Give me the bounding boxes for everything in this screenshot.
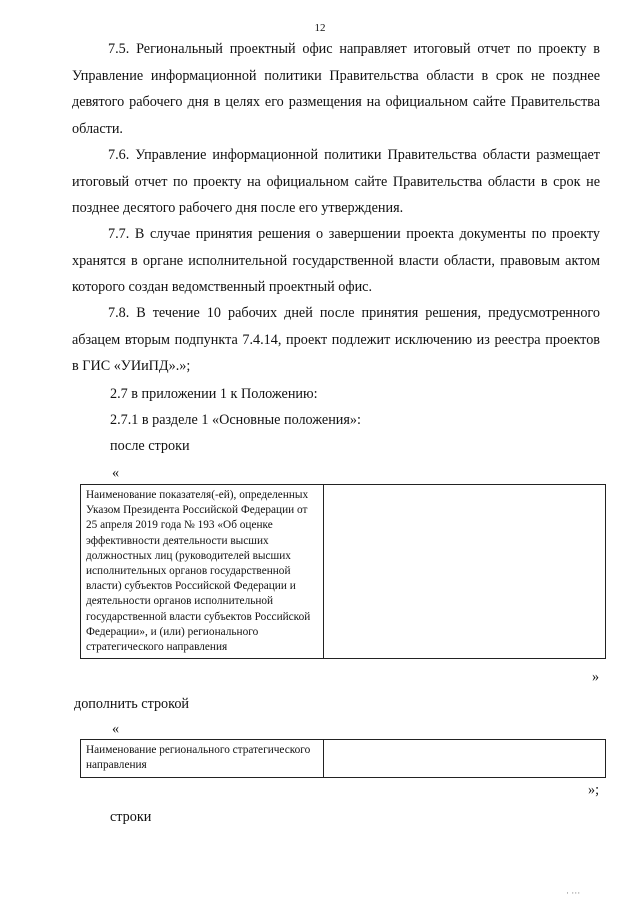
page-number: 12 [314, 22, 326, 34]
supplement-label: дополнить строкой [74, 696, 190, 712]
table-row [81, 485, 606, 659]
paragraph-7-8: 7.8. В течение 10 рабочих дней после принятия решения, предусмотренного абзацем вторым подпункта 7.4.14, проект подлежит исключению из реестра проектов в ГИС «УИиПД».»; [72, 305, 600, 374]
paragraph-7-6: 7.6. Управление информационной политики Правительства области размещает итоговый отчет по проекту на официальном сайте Правительства области в срок не позднее десятого рабочего дня после его утверждения. [72, 147, 600, 216]
tail-label: строки [110, 809, 152, 825]
paragraph-7-5: 7.5. Региональный проектный офис направляет итоговый отчет по проекту в Управление информационной политики Правительства области в срок не позднее девятого рабочего дня в целях его размещения на официальном сайте Правительства области. [72, 41, 600, 137]
item-after-row: после строки [110, 438, 190, 454]
table-cell-text: Наименование регионального стратегического направления [81, 740, 324, 778]
quote-open-2: « [112, 721, 120, 737]
quote-open-1: « [112, 465, 120, 481]
item-2-7-1: 2.7.1 в разделе 1 «Основные положения»: [110, 412, 361, 428]
table-cell-empty [324, 740, 606, 778]
table-row [81, 740, 606, 778]
quote-close-2: »; [588, 782, 600, 798]
paragraph-7-7: 7.7. В случае принятия решения о завершении проекта документы по проекту хранятся в органе исполнительной государственной власти области, правовым актом которого создан ведомственный проектный офис. [72, 226, 600, 295]
table-cell-empty [324, 485, 606, 659]
item-2-7: 2.7 в приложении 1 к Положению: [110, 386, 318, 402]
footer-mark: · ··· [566, 888, 581, 898]
table-cell-text: Наименование показателя(-ей), определенных Указом Президента Российской Федерации от 25 апреля 2019 года № 193 «Об оценке эффективности деятельности высших должностных лиц (руководителей высших исполнительных органов государственной власти) субъектов Российской Федерации и деятельности органов исполнительной государственной власти субъектов Российской Федерации», и (или) регионального стратегического направления [81, 485, 324, 659]
table-strategic-direction [80, 739, 606, 778]
quote-close-1: » [592, 669, 600, 685]
table-indicator [80, 484, 606, 659]
